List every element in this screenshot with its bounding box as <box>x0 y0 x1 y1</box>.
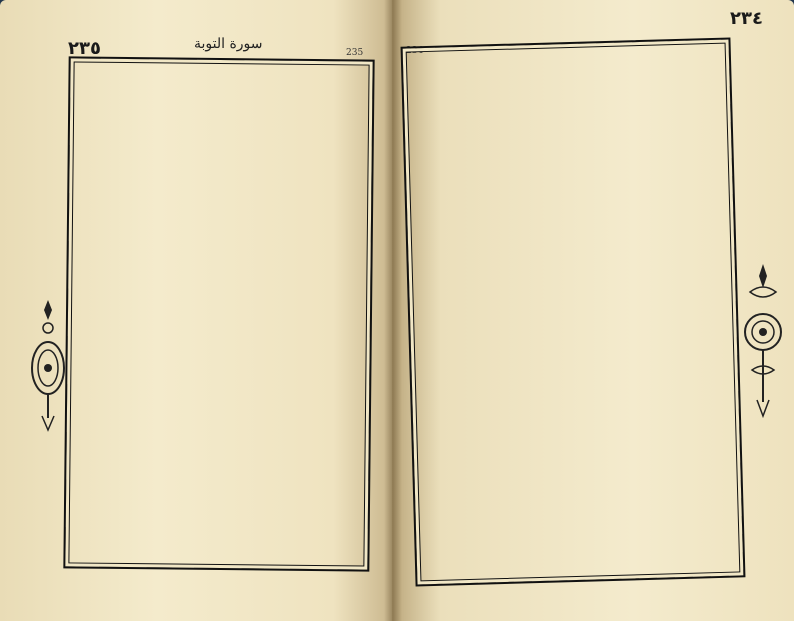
book-gutter <box>384 0 402 621</box>
right-page-number: ٢٣٤ <box>730 8 763 29</box>
left-small-number: 235 <box>346 48 364 58</box>
left-line <box>80 168 362 171</box>
left-line <box>81 71 363 74</box>
left-line <box>78 330 360 333</box>
left-line <box>80 103 362 106</box>
left-surah-title: سورة التوبة <box>194 36 263 52</box>
left-text-lines <box>75 71 362 560</box>
left-page <box>0 0 392 621</box>
right-text-frame <box>401 37 746 586</box>
left-page-number: ٢٣٥ <box>68 38 101 59</box>
right-line <box>420 292 726 301</box>
right-line <box>414 86 720 95</box>
left-line <box>79 232 361 235</box>
right-line <box>417 189 723 198</box>
right-line <box>419 257 725 266</box>
right-text-lines <box>413 52 733 574</box>
right-line <box>427 566 733 575</box>
right-line <box>421 326 727 335</box>
left-line <box>80 135 362 138</box>
right-line <box>426 531 732 540</box>
right-line <box>423 429 729 438</box>
right-line <box>418 223 724 232</box>
left-line <box>78 297 360 300</box>
right-page <box>392 0 794 621</box>
left-text-frame <box>63 56 374 571</box>
left-margin-ornament-icon <box>26 298 70 448</box>
right-line <box>413 52 719 61</box>
right-line <box>422 394 728 403</box>
left-line <box>79 200 361 203</box>
right-margin-ornament-icon <box>740 262 786 422</box>
left-line <box>77 362 359 365</box>
right-line <box>416 155 722 164</box>
left-line <box>77 427 359 430</box>
right-small-number: 234 <box>406 46 424 56</box>
left-line <box>75 556 357 559</box>
right-line <box>422 360 728 369</box>
right-line <box>425 497 731 506</box>
left-line <box>76 524 358 527</box>
right-line <box>415 120 721 129</box>
left-line <box>79 265 361 268</box>
left-line <box>76 459 358 462</box>
right-line <box>424 463 730 472</box>
left-line <box>77 394 359 397</box>
left-line <box>76 492 358 495</box>
